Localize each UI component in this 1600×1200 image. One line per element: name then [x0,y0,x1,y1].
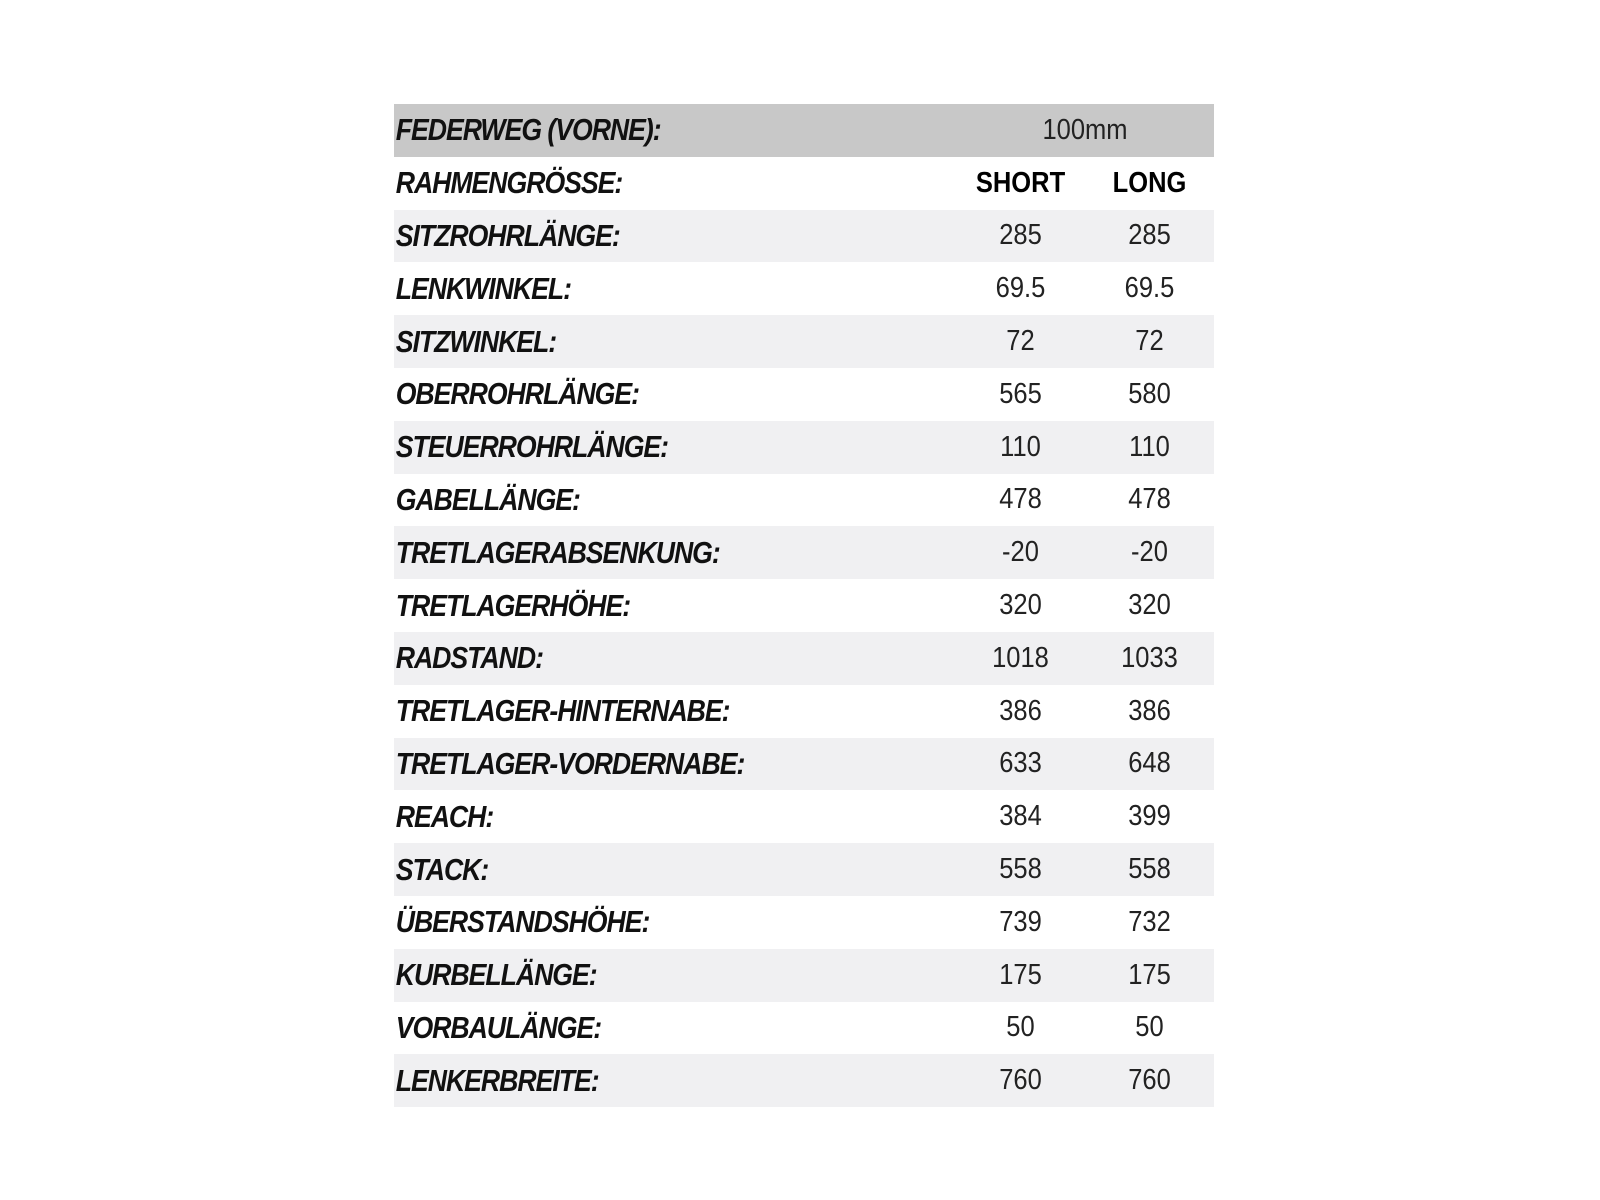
table-row [394,685,1214,738]
value-long: 760 [1128,1064,1171,1097]
row-label: STEUERROHRLÄNGE: [395,429,669,465]
row-label: OBERROHRLÄNGE: [395,376,639,412]
value-long: 175 [1128,958,1171,991]
row-label: TRETLAGERHÖHE: [395,587,631,623]
value-long: 478 [1128,483,1171,516]
travel-label: FEDERWEG (VORNE): [395,112,661,148]
row-label: VORBAULÄNGE: [395,1009,602,1045]
value-short: 633 [999,747,1042,780]
row-label: TRETLAGER-VORDERNABE: [395,745,745,781]
value-long: 558 [1128,853,1171,886]
table-row [394,843,1214,896]
value-short: 50 [1006,1011,1035,1044]
value-long: 69.5 [1124,272,1175,305]
row-label: TRETLAGER-HINTERNABE: [395,693,730,729]
value-long: -20 [1131,536,1168,569]
table-row [394,790,1214,843]
value-short: 1018 [992,641,1049,674]
value-short: 558 [999,853,1042,886]
value-short: 69.5 [995,272,1046,305]
geometry-rows [394,210,1214,1108]
table-row [394,421,1214,474]
value-short: -20 [1002,536,1039,569]
table-row [394,896,1214,949]
value-short: 285 [999,219,1042,252]
value-long: 732 [1128,905,1171,938]
table-row [394,474,1214,527]
value-long: 320 [1128,589,1171,622]
row-label: LENKWINKEL: [395,270,571,306]
table-row [394,210,1214,263]
size-short-header: SHORT [975,166,1066,199]
table-row [394,738,1214,791]
value-long: 648 [1128,747,1171,780]
value-long: 110 [1129,430,1170,463]
frame-size-label: RAHMENGRÖSSE: [395,165,623,201]
row-label: STACK: [395,851,489,887]
row-label: TRETLAGERABSENKUNG: [395,534,720,570]
value-short: 320 [999,589,1042,622]
value-short: 760 [999,1064,1042,1097]
value-short: 72 [1006,325,1035,358]
row-label: REACH: [395,798,494,834]
value-short: 110 [1000,430,1041,463]
travel-value: 100mm [1042,113,1128,146]
row-label: KURBELLÄNGE: [395,957,597,993]
value-short: 386 [999,694,1042,727]
table-row [394,1054,1214,1107]
table-row [394,526,1214,579]
header-row [394,104,1214,157]
row-label: SITZROHRLÄNGE: [395,217,620,253]
table-row [394,632,1214,685]
value-short: 478 [999,483,1042,516]
table-row [394,579,1214,632]
value-short: 175 [999,958,1042,991]
value-long: 285 [1128,219,1171,252]
table-row [394,315,1214,368]
row-label: SITZWINKEL: [395,323,557,359]
value-short: 739 [999,905,1042,938]
size-long-header: LONG [1112,166,1187,199]
value-long: 386 [1128,694,1171,727]
table-row [394,262,1214,315]
row-label: GABELLÄNGE: [395,481,580,517]
row-label: RADSTAND: [395,640,543,676]
frame-size-row [394,157,1214,210]
table-row [394,368,1214,421]
value-short: 565 [999,377,1042,410]
row-label: ÜBERSTANDSHÖHE: [395,904,650,940]
row-label: LENKERBREITE: [395,1062,599,1098]
geometry-table [394,104,1214,1107]
value-long: 1033 [1121,641,1178,674]
value-long: 399 [1128,800,1171,833]
table-row [394,949,1214,1002]
value-long: 50 [1135,1011,1164,1044]
table-row [394,1002,1214,1055]
value-short: 384 [999,800,1042,833]
value-long: 72 [1135,325,1164,358]
value-long: 580 [1128,377,1171,410]
